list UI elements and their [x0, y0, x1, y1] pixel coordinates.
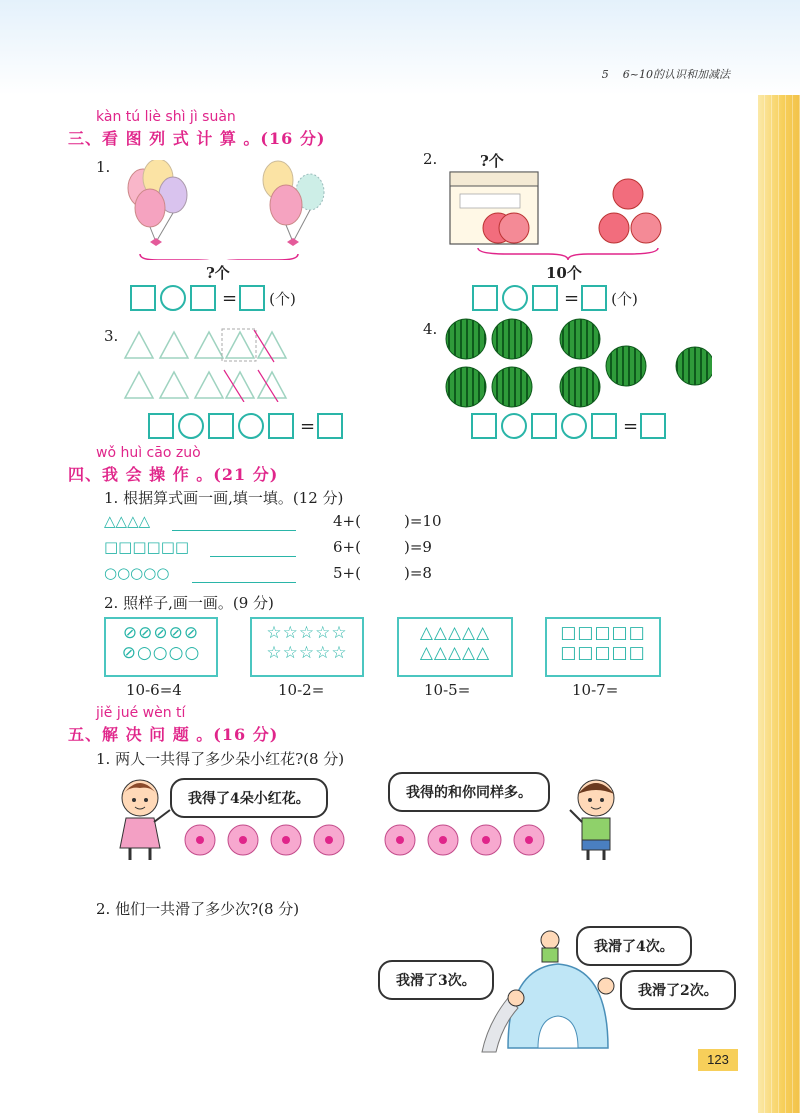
answer-box[interactable]	[208, 413, 234, 439]
watermelons-illustration	[442, 318, 712, 410]
q2-top-label: ?个	[480, 152, 504, 170]
operator-circle[interactable]	[561, 413, 587, 439]
operator-circle[interactable]	[501, 413, 527, 439]
formula-3-a: 5+(	[333, 564, 361, 582]
q2-bottom-label: 10个	[546, 264, 582, 282]
section5-title: 五、解 决 问 题 。(16 分)	[68, 725, 279, 744]
panel-formula: 10-6=4	[126, 681, 182, 699]
flower-icon	[514, 825, 544, 855]
formula-3-b: )=8	[404, 564, 432, 582]
panel-row: △△△△△	[419, 623, 491, 643]
triangles-panel[interactable]	[397, 617, 513, 677]
girl-illustration	[112, 776, 174, 862]
q2-number: 2.	[423, 150, 438, 168]
panel-formula: 10-5=	[424, 681, 471, 699]
equals-sign: =	[623, 415, 639, 437]
speech-bubble-right: 我滑了2次。	[620, 970, 736, 1010]
answer-box[interactable]	[581, 285, 607, 311]
panel-formula: 10-2=	[278, 681, 325, 699]
section5-pinyin: jiě jué wèn tí	[96, 705, 186, 721]
section4-q2-text: 2. 照样子,画一画。(9 分)	[104, 594, 274, 612]
answer-box[interactable]	[471, 413, 497, 439]
answer-box[interactable]	[640, 413, 666, 439]
balloon-bunch-right	[263, 161, 324, 246]
flower-icon	[471, 825, 501, 855]
triangles-illustration	[122, 328, 292, 402]
answer-box[interactable]	[591, 413, 617, 439]
book-spine-pages	[758, 95, 800, 1113]
example-panel	[104, 617, 218, 677]
squares-panel[interactable]	[545, 617, 661, 677]
draw-row-3-shapes: ○○○○○	[104, 564, 170, 582]
chapter-title: 6~10的认识和加减法	[622, 68, 730, 81]
section4-q1-text: 1. 根据算式画一画,填一填。(12 分)	[104, 489, 344, 507]
section4-pinyin: wǒ huì cāo zuò	[96, 445, 201, 461]
answer-box[interactable]	[239, 285, 265, 311]
panel-row: ☆☆☆☆☆	[266, 643, 348, 663]
section5-q2-text: 2. 他们一共滑了多少次?(8 分)	[96, 900, 300, 918]
draw-line[interactable]	[192, 582, 296, 583]
flower-icon	[314, 825, 344, 855]
flower-icon	[185, 825, 215, 855]
page-number: 123	[698, 1049, 738, 1071]
apples-box-illustration	[448, 170, 678, 270]
answer-box[interactable]	[130, 285, 156, 311]
unit-label: (个)	[269, 289, 296, 308]
flowers-right	[384, 822, 554, 858]
answer-box[interactable]	[190, 285, 216, 311]
answer-box[interactable]	[268, 413, 294, 439]
speech-bubble-left: 我滑了3次。	[378, 960, 494, 1000]
q2-answer-row	[472, 285, 638, 311]
panel-row: □□□□□	[560, 623, 646, 643]
formula-1-a: 4+(	[333, 512, 361, 530]
answer-box[interactable]	[472, 285, 498, 311]
chapter-number: 5	[601, 68, 609, 81]
draw-row-2-shapes: □□□□□□	[104, 538, 190, 556]
section4-title: 四、我 会 操 作 。(21 分)	[68, 465, 279, 484]
panel-row: ⊘○○○○	[121, 643, 201, 663]
speech-bubble-top: 我滑了4次。	[576, 926, 692, 966]
flowers-left	[184, 822, 354, 858]
section3-title: 三、看 图 列 式 计 算 。(16 分)	[68, 129, 326, 148]
draw-line[interactable]	[172, 530, 296, 531]
q1-question-label: ?个	[206, 264, 230, 282]
equals-sign: =	[300, 415, 316, 437]
balloon-bunch-left	[128, 160, 187, 246]
draw-line[interactable]	[210, 556, 296, 557]
speech-bubble-boy: 我得的和你同样多。	[388, 772, 550, 812]
q3-answer-row	[148, 413, 347, 439]
unit-label: (个)	[611, 289, 638, 308]
answer-box[interactable]	[532, 285, 558, 311]
formula-1-b: )=10	[404, 512, 442, 530]
operator-circle[interactable]	[502, 285, 528, 311]
panel-row: ☆☆☆☆☆	[266, 623, 348, 643]
balloons-illustration	[118, 160, 338, 260]
panel-row: △△△△△	[419, 643, 491, 663]
formula-2-a: 6+(	[333, 538, 361, 556]
chapter-header	[602, 66, 730, 82]
flower-icon	[385, 825, 415, 855]
equals-sign: =	[564, 287, 580, 309]
q4-number: 4.	[423, 320, 438, 338]
formula-2-b: )=9	[404, 538, 432, 556]
draw-row-1-shapes: △△△△	[104, 512, 151, 530]
q4-answer-row	[471, 413, 670, 439]
flower-icon	[228, 825, 258, 855]
answer-box[interactable]	[317, 413, 343, 439]
speech-bubble-girl: 我得了4朵小红花。	[170, 778, 328, 818]
boy-illustration	[568, 776, 628, 862]
answer-box[interactable]	[531, 413, 557, 439]
flower-icon	[271, 825, 301, 855]
q3-number: 3.	[104, 327, 119, 345]
operator-circle[interactable]	[160, 285, 186, 311]
operator-circle[interactable]	[178, 413, 204, 439]
q1-number: 1.	[96, 158, 111, 176]
equals-sign: =	[222, 287, 238, 309]
operator-circle[interactable]	[238, 413, 264, 439]
q1-answer-row	[130, 285, 296, 311]
panel-formula: 10-7=	[572, 681, 619, 699]
flower-icon	[428, 825, 458, 855]
answer-box[interactable]	[148, 413, 174, 439]
section3-pinyin: kàn tú liè shì jì suàn	[96, 109, 236, 125]
panel-row: □□□□□	[560, 643, 646, 663]
panel-row: ⊘⊘⊘⊘⊘	[122, 623, 200, 643]
stars-panel[interactable]	[250, 617, 364, 677]
section5-q1-text: 1. 两人一共得了多少朵小红花?(8 分)	[96, 750, 345, 768]
